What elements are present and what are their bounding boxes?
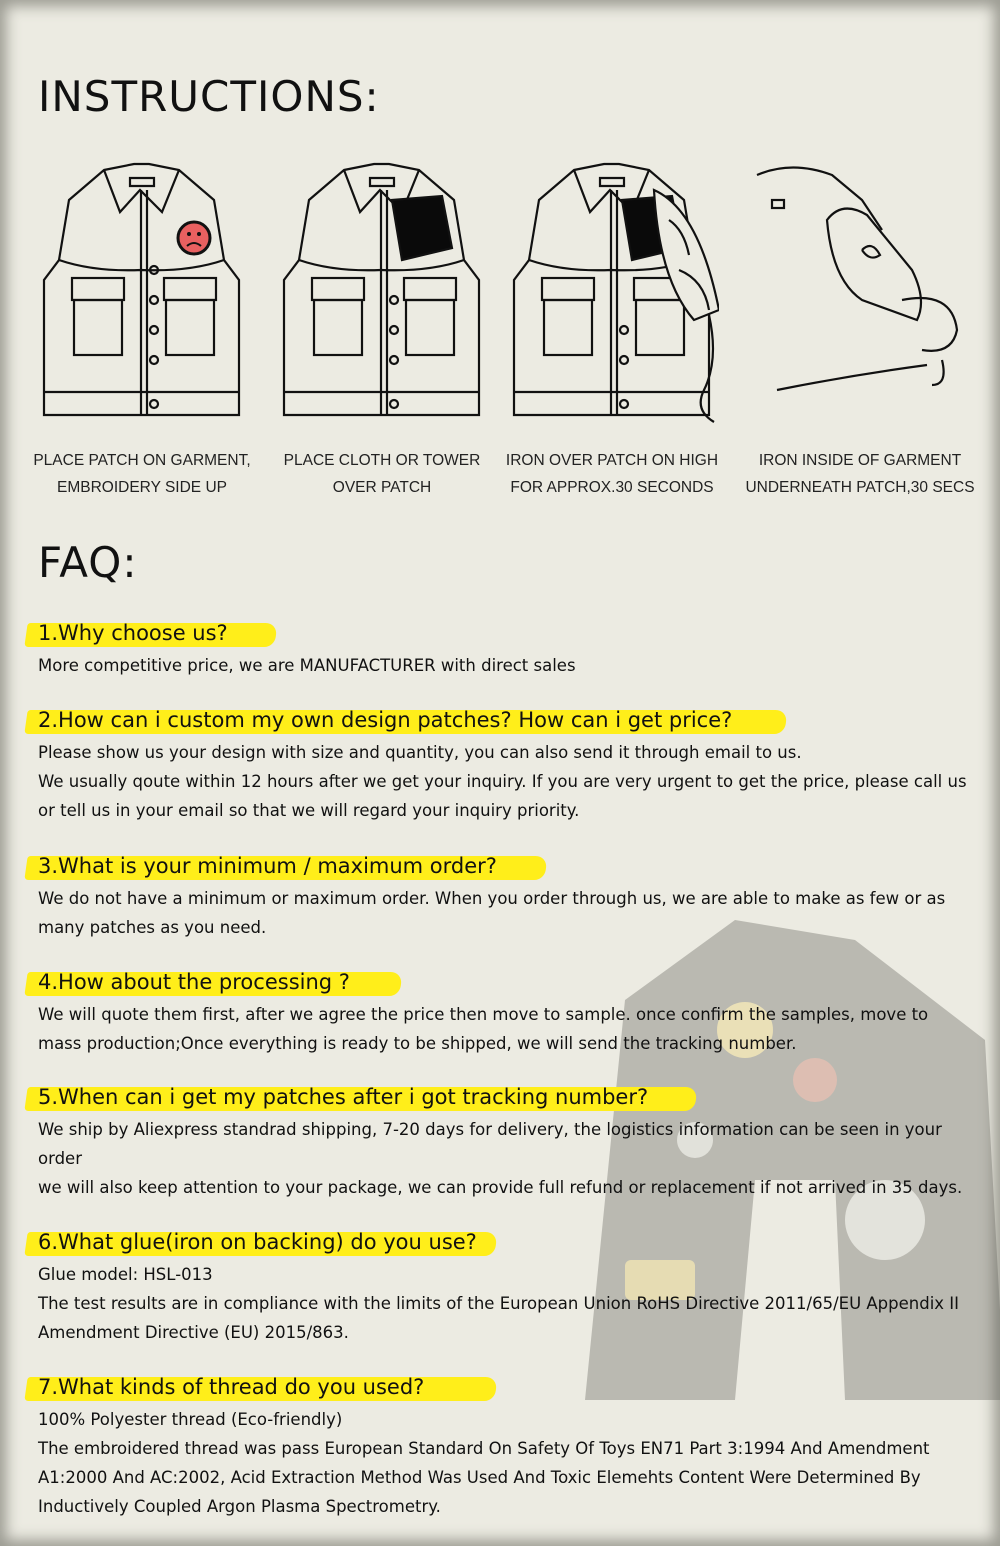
caption-line: OVER PATCH <box>332 479 432 496</box>
faq-question: 5.When can i get my patches after i got tracking number? <box>38 1085 649 1109</box>
faq-item-1 <box>38 617 973 680</box>
answer-line: Please show us your design with size and quantity, you can also send it through email to us. <box>38 743 802 762</box>
caption-line: IRON INSIDE OF GARMENT <box>758 452 962 469</box>
question-wrap <box>38 1371 973 1405</box>
answer-line: Glue model: HSL-013 <box>38 1265 213 1284</box>
vest-cloth-icon <box>274 160 489 425</box>
faq-question: 2.How can i custom my own design patches? How can i get price? <box>38 708 733 732</box>
faq-answer <box>38 884 973 942</box>
step-3-caption <box>482 447 742 501</box>
vest-iron-icon <box>504 160 719 425</box>
faq-item-2 <box>38 704 973 825</box>
faq-item-7 <box>38 1371 973 1521</box>
faq-title: FAQ: <box>38 538 138 587</box>
faq-answer <box>38 651 973 680</box>
step-4 <box>740 160 980 510</box>
faq-answer <box>38 1260 973 1347</box>
caption-line: PLACE CLOTH OR TOWER <box>283 452 481 469</box>
step-1 <box>22 160 262 510</box>
faq-item-6 <box>38 1226 973 1347</box>
faq-answer <box>38 1405 973 1521</box>
step-4-caption <box>730 447 990 501</box>
answer-line: The embroidered thread was pass European Standard On Safety Of Toys EN71 Part 3:1994 And Amendment A1:2000 And AC:2002, Acid Extraction Method Was Used And Toxic Elemehts Content Were Determined By Inductively Coupled Argon Plasma Spectrometry. <box>38 1439 930 1516</box>
question-wrap <box>38 1081 973 1115</box>
caption-line: UNDERNEATH PATCH,30 SECS <box>745 479 975 496</box>
answer-line: More competitive price, we are MANUFACTURER with direct sales <box>38 656 576 675</box>
vest-patch-icon <box>34 160 249 425</box>
step-2-caption <box>252 447 512 501</box>
faq-question: 4.How about the processing ? <box>38 970 350 994</box>
question-wrap <box>38 704 973 738</box>
caption-line: FOR APPROX.30 SECONDS <box>510 479 714 496</box>
answer-line: We usually qoute within 12 hours after we get your inquiry. If you are very urgent to get the price, please call us or tell us in your email so that we will regard your inquiry priority. <box>38 772 967 820</box>
answer-line: We do not have a minimum or maximum order. When you order through us, we are able to make as few or as many patches as you need. <box>38 889 946 937</box>
answer-line: The test results are in compliance with the limits of the European Union RoHS Directive 2011/65/EU Appendix II Amendment Directive (EU) 2015/863. <box>38 1294 960 1342</box>
question-wrap <box>38 617 973 651</box>
instructions-title: INSTRUCTIONS: <box>38 72 380 121</box>
answer-line: 100% Polyester thread (Eco-friendly) <box>38 1410 343 1429</box>
instruction-steps <box>22 160 982 520</box>
answer-line: We will quote them first, after we agree the price then move to sample. once confirm the samples, move to mass production;Once everything is ready to be shipped, we will send the tracking number. <box>38 1005 929 1053</box>
faq-question: 6.What glue(iron on backing) do you use? <box>38 1230 477 1254</box>
answer-line: we will also keep attention to your package, we can provide full refund or replacement if not arrived in 35 days. <box>38 1178 963 1197</box>
caption-line: IRON OVER PATCH ON HIGH <box>505 452 719 469</box>
garment-inside-iron-icon <box>752 160 967 425</box>
faq-answer <box>38 738 973 825</box>
faq-item-5 <box>38 1081 973 1202</box>
step-1-caption <box>12 447 272 501</box>
faq-question: 1.Why choose us? <box>38 621 228 645</box>
faq-item-4 <box>38 966 973 1058</box>
faq-question: 3.What is your minimum / maximum order? <box>38 854 497 878</box>
answer-line: We ship by Aliexpress standrad shipping, 7-20 days for delivery, the logistics information can be seen in your order <box>38 1120 942 1168</box>
question-wrap <box>38 1226 973 1260</box>
question-wrap <box>38 966 973 1000</box>
step-3 <box>492 160 732 510</box>
faq-answer <box>38 1115 973 1202</box>
caption-line: EMBROIDERY SIDE UP <box>57 479 227 496</box>
caption-line: PLACE PATCH ON GARMENT, <box>33 452 251 469</box>
faq-answer <box>38 1000 973 1058</box>
faq-item-3 <box>38 850 973 942</box>
step-2 <box>262 160 502 510</box>
faq-question: 7.What kinds of thread do you used? <box>38 1375 425 1399</box>
question-wrap <box>38 850 973 884</box>
